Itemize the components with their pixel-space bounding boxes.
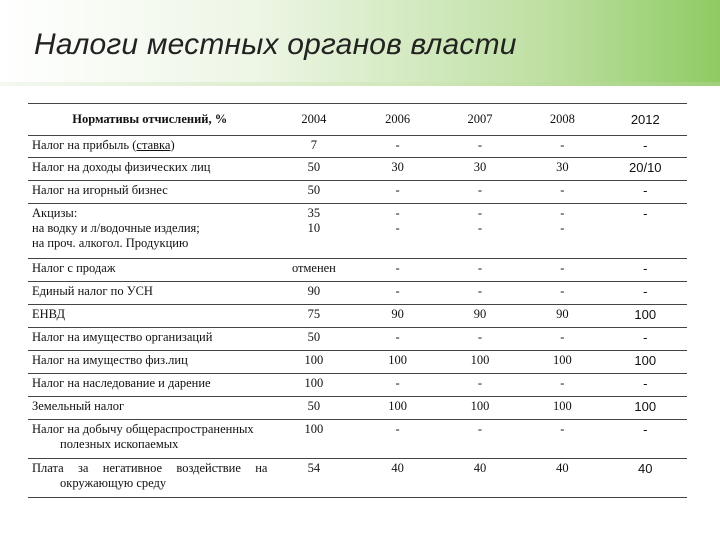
value-cell bbox=[521, 204, 603, 259]
table-row bbox=[28, 420, 687, 459]
value-cell: 100 bbox=[604, 397, 687, 420]
value-cell: 30 bbox=[521, 158, 603, 181]
value-cell: 40 bbox=[439, 459, 521, 498]
value-line: 35 bbox=[307, 206, 321, 220]
value-cell: 40 bbox=[521, 459, 603, 498]
row-label bbox=[28, 204, 271, 259]
profit-tax-label: Налог на прибыль (ставка) bbox=[32, 138, 175, 152]
table-row bbox=[28, 204, 687, 259]
row-label: Земельный налог bbox=[28, 397, 271, 420]
row-label-line: полезных ископаемых bbox=[60, 437, 179, 451]
value-cell: 100 bbox=[271, 420, 356, 459]
value-cell: 50 bbox=[271, 181, 356, 204]
value-cell: 20/10 bbox=[604, 158, 687, 181]
value-cell: 100 bbox=[521, 397, 603, 420]
header-cell-2004: 2004 bbox=[271, 104, 356, 136]
table-row bbox=[28, 282, 687, 305]
table-row bbox=[28, 351, 687, 374]
value-cell: 100 bbox=[271, 374, 356, 397]
row-label: Налог на наследование и дарение bbox=[28, 374, 271, 397]
value-cell: - bbox=[356, 136, 438, 158]
value-line: - bbox=[560, 221, 565, 235]
header-cell-2007: 2007 bbox=[439, 104, 521, 136]
value-cell: - bbox=[356, 181, 438, 204]
value-cell: 100 bbox=[604, 305, 687, 328]
row-label: Налог на имущество физ.лиц bbox=[28, 351, 271, 374]
value-cell: 75 bbox=[271, 305, 356, 328]
value-line: - bbox=[560, 206, 565, 220]
table-row bbox=[28, 305, 687, 328]
value-cell: - bbox=[604, 181, 687, 204]
value-cell: 100 bbox=[356, 397, 438, 420]
value-cell bbox=[439, 204, 521, 259]
row-label-line: окружающую среду bbox=[60, 476, 167, 490]
row-label-line: Плата за негативное воздействие на bbox=[32, 461, 268, 475]
table-row bbox=[28, 374, 687, 397]
row-label bbox=[28, 136, 271, 158]
header-cell-2012: 2012 bbox=[604, 104, 687, 136]
value-cell: 50 bbox=[271, 158, 356, 181]
value-cell bbox=[604, 204, 687, 259]
value-line: - bbox=[477, 221, 483, 235]
value-cell: 90 bbox=[521, 305, 603, 328]
value-cell: 30 bbox=[356, 158, 438, 181]
value-cell: - bbox=[356, 259, 438, 282]
value-cell: 90 bbox=[271, 282, 356, 305]
table-header-row bbox=[28, 104, 687, 136]
value-cell: 100 bbox=[439, 351, 521, 374]
row-label: Налог на имущество организаций bbox=[28, 328, 271, 351]
table-row bbox=[28, 259, 687, 282]
header-cell-2006: 2006 bbox=[356, 104, 438, 136]
table-row bbox=[28, 181, 687, 204]
value-cell: 100 bbox=[604, 351, 687, 374]
row-label: Налог с продаж bbox=[28, 259, 271, 282]
row-label-line: Налог на добычу общераспространенных bbox=[32, 422, 254, 436]
value-cell: - bbox=[439, 374, 521, 397]
row-label: Налог на доходы физических лиц bbox=[28, 158, 271, 181]
table-row bbox=[28, 397, 687, 420]
page-title: Налоги местных органов власти bbox=[34, 28, 517, 61]
value-cell bbox=[271, 204, 356, 259]
value-cell: 40 bbox=[604, 459, 687, 498]
value-cell: - bbox=[439, 420, 521, 459]
value-cell: - bbox=[439, 181, 521, 204]
table-row bbox=[28, 158, 687, 181]
value-cell: - bbox=[604, 136, 687, 158]
value-cell: - bbox=[439, 259, 521, 282]
value-cell: отменен bbox=[271, 259, 356, 282]
value-cell: 100 bbox=[356, 351, 438, 374]
value-cell: - bbox=[521, 420, 603, 459]
header-cell-2008: 2008 bbox=[521, 104, 603, 136]
row-label bbox=[28, 459, 271, 498]
row-label-line: на водку и л/водочные изделия; bbox=[32, 221, 200, 235]
row-label-line: Акцизы: bbox=[32, 206, 78, 220]
table-row bbox=[28, 459, 687, 498]
value-cell: 100 bbox=[439, 397, 521, 420]
value-line: - bbox=[395, 221, 400, 235]
value-cell: - bbox=[439, 136, 521, 158]
header-cell-norms: Нормативы отчислений, % bbox=[28, 104, 271, 136]
value-cell: - bbox=[521, 181, 603, 204]
value-cell: 40 bbox=[356, 459, 438, 498]
value-cell: - bbox=[604, 328, 687, 351]
value-cell: 100 bbox=[521, 351, 603, 374]
value-cell: - bbox=[356, 282, 438, 305]
row-label-line: на проч. алкогол. Продукцию bbox=[32, 236, 189, 250]
value-cell: 30 bbox=[439, 158, 521, 181]
value-cell: 54 bbox=[271, 459, 356, 498]
row-label: ЕНВД bbox=[28, 305, 271, 328]
value-cell: - bbox=[604, 374, 687, 397]
value-cell: 7 bbox=[271, 136, 356, 158]
row-label: Налог на игорный бизнес bbox=[28, 181, 271, 204]
value-line: - bbox=[395, 206, 400, 220]
value-line: 10 bbox=[307, 221, 321, 235]
value-cell: - bbox=[356, 374, 438, 397]
value-cell: 100 bbox=[271, 351, 356, 374]
tax-norms-table bbox=[28, 103, 687, 498]
row-label bbox=[28, 420, 271, 459]
value-line: - bbox=[643, 206, 648, 221]
value-cell: - bbox=[439, 282, 521, 305]
value-cell: 50 bbox=[271, 328, 356, 351]
value-cell: 50 bbox=[271, 397, 356, 420]
value-cell: - bbox=[604, 282, 687, 305]
table-row bbox=[28, 136, 687, 158]
value-cell: 90 bbox=[439, 305, 521, 328]
value-cell bbox=[356, 204, 438, 259]
value-cell: - bbox=[439, 328, 521, 351]
row-label: Единый налог по УСН bbox=[28, 282, 271, 305]
value-cell: - bbox=[521, 259, 603, 282]
value-cell: - bbox=[521, 328, 603, 351]
table-row bbox=[28, 328, 687, 351]
value-line: - bbox=[477, 206, 483, 220]
value-cell: - bbox=[521, 136, 603, 158]
value-cell: - bbox=[521, 374, 603, 397]
value-cell: 90 bbox=[356, 305, 438, 328]
value-cell: - bbox=[604, 259, 687, 282]
value-cell: - bbox=[356, 328, 438, 351]
value-cell: - bbox=[521, 282, 603, 305]
value-cell: - bbox=[604, 420, 687, 459]
value-cell: - bbox=[356, 420, 438, 459]
